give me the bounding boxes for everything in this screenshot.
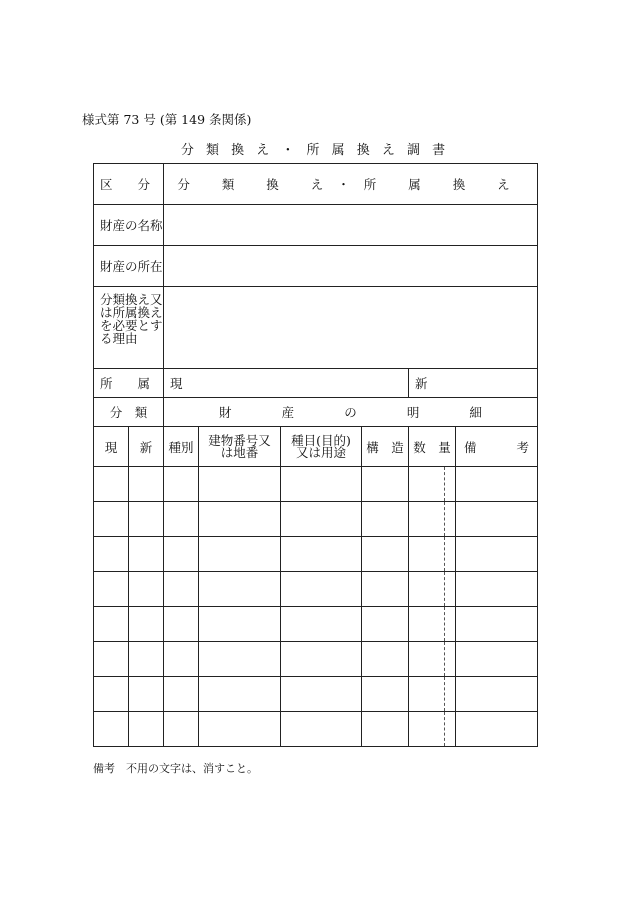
cell-purpose[interactable]: [281, 502, 362, 537]
cell-type[interactable]: [164, 537, 199, 572]
table-row: [94, 572, 538, 607]
property-name-label: 財産の名称: [94, 205, 164, 246]
cell-remarks[interactable]: [456, 467, 538, 502]
cell-current[interactable]: [94, 502, 129, 537]
cell-quantity[interactable]: [409, 712, 456, 747]
reason-row: [94, 287, 538, 369]
cell-type[interactable]: [164, 642, 199, 677]
col-quantity: 数 量: [409, 427, 456, 467]
cell-building-number[interactable]: [199, 572, 281, 607]
reason-label: 分類換え又 は所属換え を必要とす る理由: [94, 287, 164, 369]
column-header-row: [94, 427, 538, 467]
cell-new[interactable]: [129, 572, 164, 607]
col-current: 現: [94, 427, 129, 467]
cell-new[interactable]: [129, 712, 164, 747]
cell-new[interactable]: [129, 467, 164, 502]
table-row: [94, 537, 538, 572]
cell-current[interactable]: [94, 642, 129, 677]
property-location-label: 財産の所在: [94, 246, 164, 287]
classification-header: 分 類: [94, 398, 164, 427]
cell-building-number[interactable]: [199, 502, 281, 537]
cell-quantity[interactable]: [409, 537, 456, 572]
cell-remarks[interactable]: [456, 642, 538, 677]
cell-structure[interactable]: [362, 607, 409, 642]
cell-purpose[interactable]: [281, 537, 362, 572]
cell-purpose[interactable]: [281, 642, 362, 677]
detail-char: の: [344, 405, 357, 420]
detail-char: 明: [406, 405, 420, 420]
cell-purpose[interactable]: [281, 572, 362, 607]
col-remarks: [456, 427, 538, 467]
cell-quantity[interactable]: [409, 677, 456, 712]
affiliation-label: 所 属: [94, 369, 164, 398]
property-location-field[interactable]: [164, 246, 538, 287]
footnote: 備考 不用の文字は、消すこと。: [93, 762, 258, 775]
cell-current[interactable]: [94, 467, 129, 502]
form-table: [93, 163, 538, 747]
category-row: [94, 164, 538, 205]
survey-form: [93, 163, 537, 746]
table-row: [94, 607, 538, 642]
reason-field[interactable]: [164, 287, 538, 369]
cell-building-number[interactable]: [199, 712, 281, 747]
cell-quantity[interactable]: [409, 467, 456, 502]
cell-structure[interactable]: [362, 712, 409, 747]
cell-building-number[interactable]: [199, 467, 281, 502]
cell-building-number[interactable]: [199, 607, 281, 642]
cell-building-number[interactable]: [199, 642, 281, 677]
table-row: [94, 712, 538, 747]
col-building-number: 建物番号又 は地番: [199, 427, 281, 467]
affiliation-row: [94, 369, 538, 398]
cell-quantity[interactable]: [409, 642, 456, 677]
detail-char: 細: [469, 405, 482, 420]
cell-current[interactable]: [94, 677, 129, 712]
cell-structure[interactable]: [362, 677, 409, 712]
cell-structure[interactable]: [362, 467, 409, 502]
cell-remarks[interactable]: [456, 712, 538, 747]
property-name-row: [94, 205, 538, 246]
cell-new[interactable]: [129, 607, 164, 642]
cell-quantity[interactable]: [409, 502, 456, 537]
table-row: [94, 642, 538, 677]
cell-remarks[interactable]: [456, 607, 538, 642]
cell-structure[interactable]: [362, 502, 409, 537]
cell-current[interactable]: [94, 537, 129, 572]
table-row: [94, 467, 538, 502]
detail-rows: [94, 467, 538, 747]
cell-new[interactable]: [129, 537, 164, 572]
cell-remarks[interactable]: [456, 677, 538, 712]
property-location-row: [94, 246, 538, 287]
cell-purpose[interactable]: [281, 467, 362, 502]
affiliation-current-field[interactable]: 現: [164, 369, 409, 398]
cell-current[interactable]: [94, 572, 129, 607]
cell-remarks[interactable]: [456, 502, 538, 537]
table-row: [94, 502, 538, 537]
col-structure: 構 造: [362, 427, 409, 467]
cell-purpose[interactable]: [281, 712, 362, 747]
cell-building-number[interactable]: [199, 677, 281, 712]
cell-new[interactable]: [129, 502, 164, 537]
cell-type[interactable]: [164, 677, 199, 712]
category-label: 区 分: [94, 164, 164, 205]
form-number: 様式第 73 号 (第 149 条関係): [82, 112, 252, 127]
cell-new[interactable]: [129, 677, 164, 712]
category-value: 分 類 換 え・所 属 換 え: [164, 164, 538, 205]
cell-purpose[interactable]: [281, 677, 362, 712]
cell-type[interactable]: [164, 572, 199, 607]
cell-type[interactable]: [164, 712, 199, 747]
cell-quantity[interactable]: [409, 607, 456, 642]
table-row: [94, 677, 538, 712]
col-new: 新: [129, 427, 164, 467]
affiliation-new-field[interactable]: 新: [409, 369, 538, 398]
cell-current[interactable]: [94, 607, 129, 642]
detail-char: 産: [281, 405, 295, 420]
cell-structure[interactable]: [362, 537, 409, 572]
cell-new[interactable]: [129, 642, 164, 677]
cell-type[interactable]: [164, 467, 199, 502]
cell-quantity[interactable]: [409, 572, 456, 607]
col-purpose: 種目(目的) 又は用途: [281, 427, 362, 467]
cell-type[interactable]: [164, 502, 199, 537]
cell-remarks[interactable]: [456, 537, 538, 572]
col-type: 種別: [164, 427, 199, 467]
remarks-char: 備: [464, 439, 477, 455]
remarks-char: 考: [516, 439, 530, 455]
property-detail-header: [164, 398, 538, 427]
detail-header-row: [94, 398, 538, 427]
property-name-field[interactable]: [164, 205, 538, 246]
document-title: 分 類 換 え ・ 所 属 換 え 調 書: [180, 143, 450, 158]
cell-type[interactable]: [164, 607, 199, 642]
cell-building-number[interactable]: [199, 537, 281, 572]
detail-char: 財: [219, 405, 232, 420]
cell-structure[interactable]: [362, 572, 409, 607]
cell-purpose[interactable]: [281, 607, 362, 642]
cell-structure[interactable]: [362, 642, 409, 677]
cell-remarks[interactable]: [456, 572, 538, 607]
cell-current[interactable]: [94, 712, 129, 747]
